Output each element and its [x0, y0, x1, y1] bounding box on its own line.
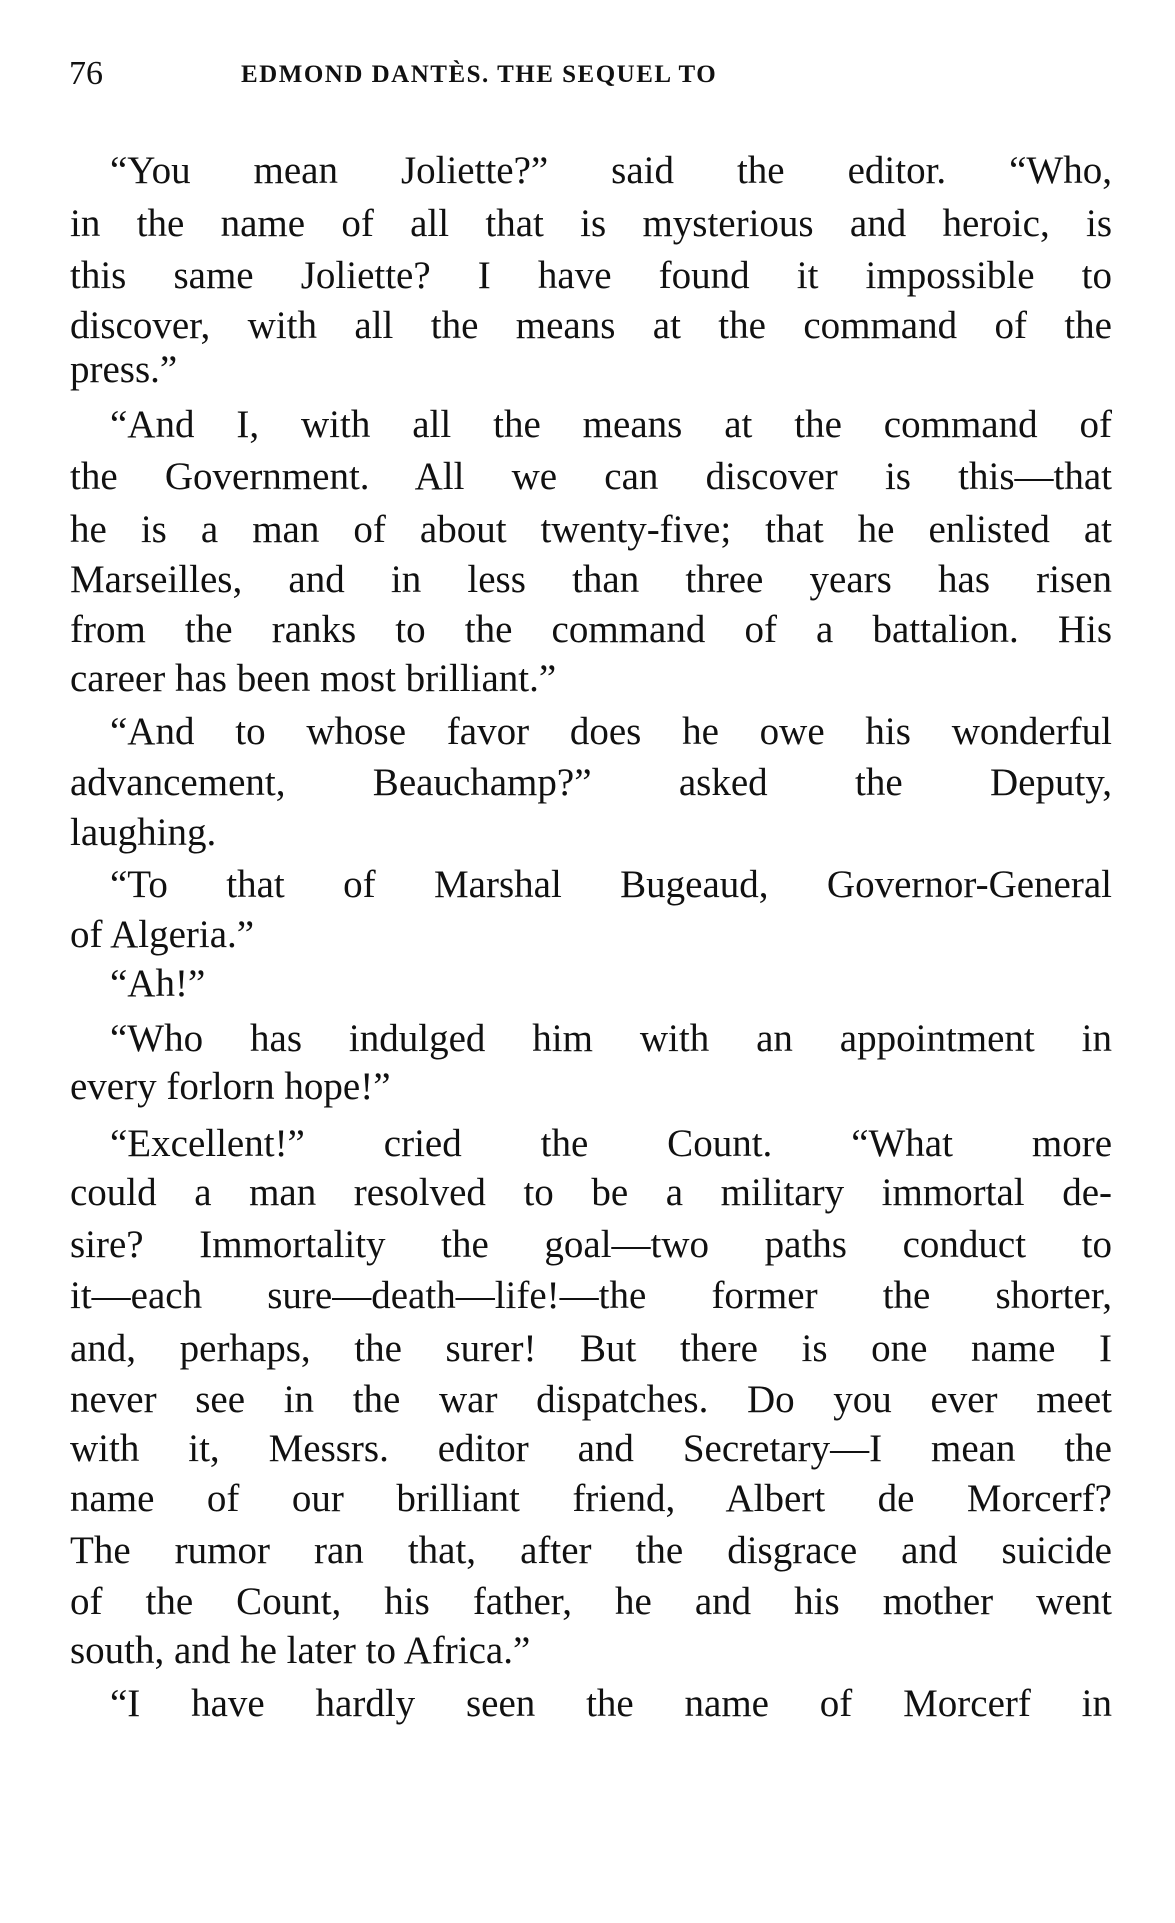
- text-line: of the Count, his father, he and his mother went: [70, 1580, 1112, 1623]
- text-line: laughing.: [70, 811, 217, 854]
- text-line: sire? Immortality the goal—two paths conduct to: [70, 1223, 1112, 1266]
- running-title: EDMOND DANTÈS. THE SEQUEL TO: [241, 61, 718, 88]
- text-line: every forlorn hope!”: [70, 1065, 391, 1108]
- text-line: never see in the war dispatches. Do you ever meet: [70, 1378, 1112, 1421]
- text-line: “And I, with all the means at the command of: [110, 403, 1112, 446]
- text-line: “Who has indulged him with an appointment in: [110, 1017, 1112, 1060]
- text-line: he is a man of about twenty-five; that he enlisted at: [70, 508, 1112, 551]
- text-line: south, and he later to Africa.”: [70, 1629, 531, 1672]
- text-line: it—each sure—death—life!—the former the shorter,: [70, 1274, 1112, 1317]
- text-line: discover, with all the means at the command of the: [70, 304, 1112, 347]
- text-line: Marseilles, and in less than three years has risen: [70, 558, 1112, 601]
- text-line: advancement, Beauchamp?” asked the Deputy,: [70, 761, 1112, 804]
- text-line: “You mean Joliette?” said the editor. “Who,: [110, 149, 1112, 192]
- page-number: 76: [69, 55, 103, 92]
- text-line: “Excellent!” cried the Count. “What more: [110, 1122, 1112, 1165]
- text-line: The rumor ran that, after the disgrace and suicide: [70, 1529, 1112, 1572]
- text-line: and, perhaps, the surer! But there is one name I: [70, 1327, 1112, 1370]
- text-line: press.”: [70, 348, 178, 391]
- text-line: “Ah!”: [110, 962, 206, 1005]
- text-line: from the ranks to the command of a battalion. His: [70, 608, 1112, 651]
- text-line: name of our brilliant friend, Albert de Morcerf?: [70, 1477, 1112, 1520]
- text-line: career has been most brilliant.”: [70, 657, 557, 700]
- text-line: “And to whose favor does he owe his wonderful: [110, 710, 1112, 753]
- text-line: this same Joliette? I have found it impossible to: [70, 254, 1112, 297]
- text-line: the Government. All we can discover is this—that: [70, 455, 1112, 498]
- text-line: with it, Messrs. editor and Secretary—I mean the: [70, 1427, 1112, 1470]
- text-line: in the name of all that is mysterious and heroic, is: [70, 202, 1112, 245]
- text-line: of Algeria.”: [70, 913, 255, 956]
- text-line: could a man resolved to be a military immortal de-: [70, 1171, 1112, 1214]
- text-line: “I have hardly seen the name of Morcerf in: [110, 1682, 1112, 1725]
- running-header: [69, 55, 969, 105]
- text-line: “To that of Marshal Bugeaud, Governor-General: [110, 863, 1112, 906]
